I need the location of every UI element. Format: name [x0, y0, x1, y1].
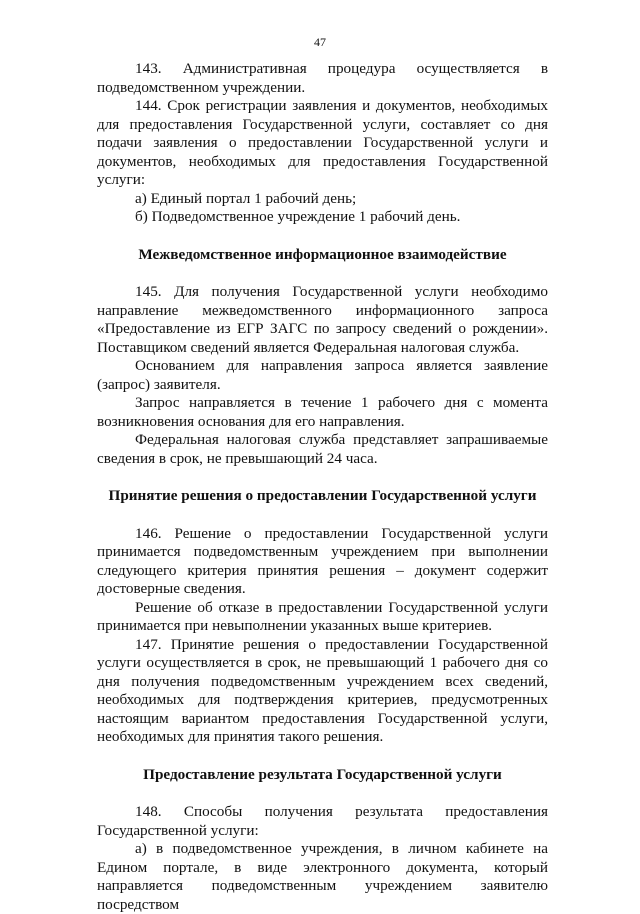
- paragraph-148: 148. Способы получения результата предоставления Государственной услуги:: [97, 803, 548, 839]
- paragraph-146: 146. Решение о предоставлении Государственной услуги принимается подведомственным учреждением при выполнении следующего критерия принятия решения – документ содержит достоверные сведения.: [97, 524, 548, 597]
- section-heading-interagency: Межведомственное информационное взаимодействие: [138, 245, 507, 263]
- paragraph-148-a: а) в подведомственное учреждения, в личном кабинете на Едином портале, в виде электронного документа, который направляется подведомственным учреждением заявителю посредством: [97, 840, 548, 913]
- paragraph-143: 143. Административная процедура осуществляется в подведомственном учреждении.: [97, 60, 548, 96]
- paragraph-147: 147. Принятие решения о предоставлении Государственной услуги осуществляется в срок, не превышающий 1 рабочего дня со дня получения подведомственным учреждением всех сведений, необходимых для подтверждения критериев, предусмотренных настоящим вариантом предоставления Государственной услуги, необходимых для принятия такого решения.: [97, 635, 548, 745]
- paragraph-145: 145. Для получения Государственной услуги необходимо направление межведомственного информационного запроса «Предоставление из ЕГР ЗАГС по запросу сведений о рождении». Поставщиком сведений является Федеральная налоговая служба.: [97, 283, 548, 356]
- list-item-144-a: а) Единый портал 1 рабочий день;: [135, 189, 357, 207]
- paragraph-145-response: Федеральная налоговая служба представляет запрашиваемые сведения в срок, не превышающий 24 часа.: [97, 431, 548, 467]
- section-heading-decision: Принятие решения о предоставлении Государственной услуги: [108, 487, 537, 504]
- list-item-144-b: б) Подведомственное учреждение 1 рабочий день.: [135, 208, 461, 225]
- paragraph-144: 144. Срок регистрации заявления и документов, необходимых для предоставления Государственной услуги, составляет со дня подачи заявления о предоставлении Государственной услуги и документов, необходимых для предоставления Государственной услуги:: [97, 97, 548, 188]
- paragraph-145-basis: Основанием для направления запроса является заявление (запрос) заявителя.: [97, 357, 548, 393]
- section-heading-result: Предоставление результата Государственной услуги: [143, 765, 502, 783]
- paragraph-146-refusal: Решение об отказе в предоставлении Государственной услуги принимается при невыполнении указанных выше критериев.: [97, 598, 548, 634]
- page-number: 47: [314, 35, 326, 49]
- document-body: [97, 60, 548, 914]
- paragraph-145-timing: Запрос направляется в течение 1 рабочего дня с момента возникновения основания для его направления.: [97, 394, 548, 430]
